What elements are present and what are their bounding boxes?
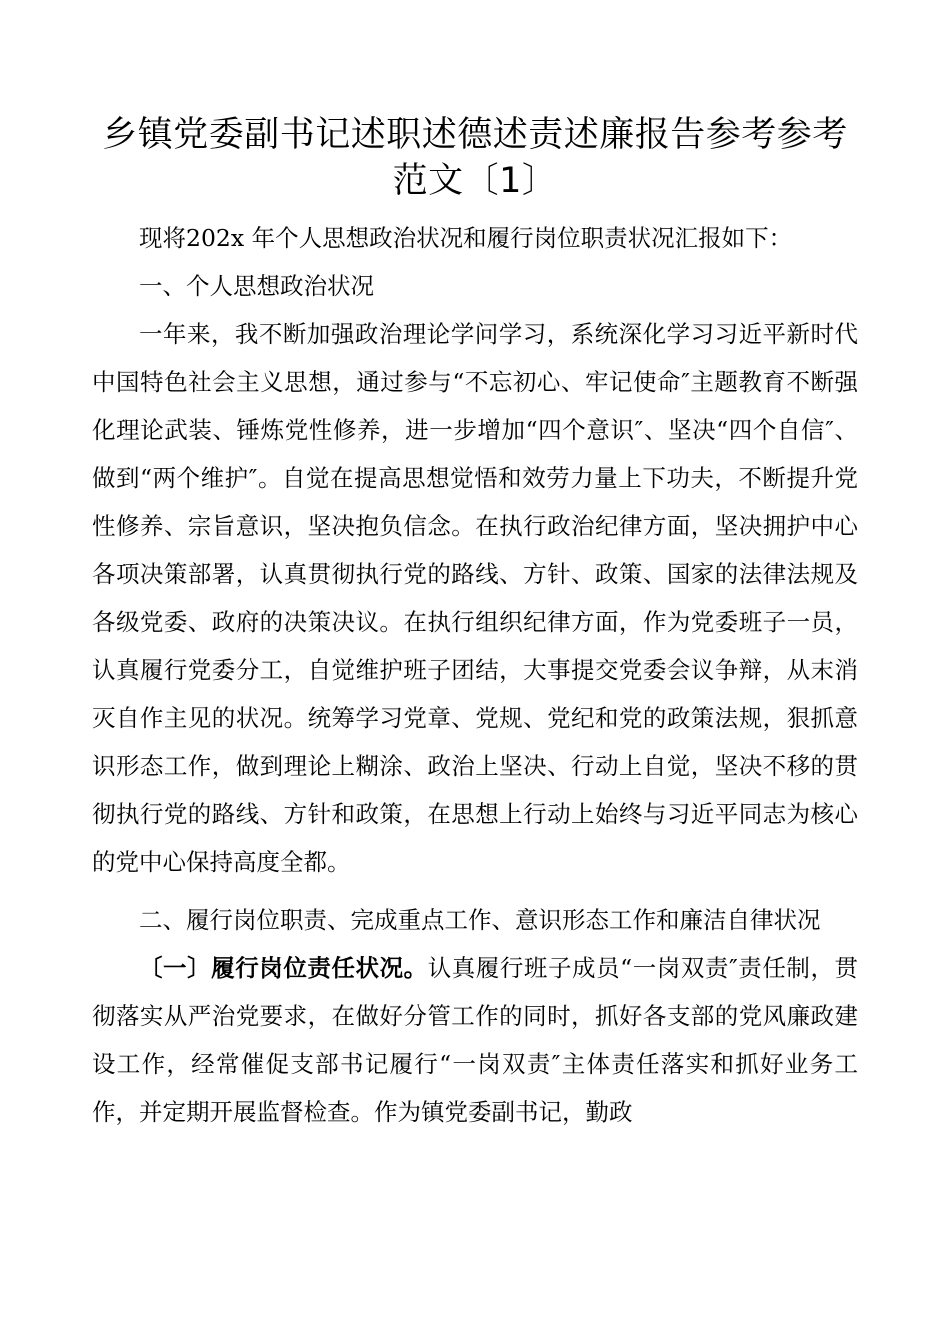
title-line-1: 乡镇党委副书记述职述德述责述廉报告参考参考 — [102, 115, 848, 155]
title-line-2: 范文〔1〕 — [392, 161, 558, 201]
section-1-paragraph: 一年来，我不断加强政治理论学问学习，系统深化学习习近平新时代中国特色社会主义思想，通过参与“不忘初心、牢记使命″主题教育不断强化理论武装、锤炼党性修养，进一步增加“四个意识″、坚决“四个自信″、做到“两个维护″。自觉在提高思想觉悟和效劳力量上下功夫，不断提升党性修养、宗旨意识，坚决抱负信念。在执行政治纪律方面，坚决拥护中心各项决策部署，认真贯彻执行党的路线、方针、政策、国家的法律法规及各级党委、政府的决策决议。在执行组织纪律方面，作为党委班子一员，认真履行党委分工，自觉维护班子团结，大事提交党委会议争辩，从末消灭自作主见的状况。统筹学习党章、党规、党纪和党的政策法规，狠抓意识形态工作，做到理论上糊涂、政治上坚决、行动上自觉，坚决不移的贯彻执行党的路线、方针和政策，在思想上行动上始终与习近平同志为核心的党中心保持高度全都。 — [92, 320, 858, 876]
document-page — [92, 112, 858, 1136]
section-1-heading: 一、个人思想政治状况 — [139, 272, 374, 300]
subsection-1-text: 认真履行班子成员“一岗双责″责任制，贯彻落实从严治党要求，在做好分管工作的同时，抓好各支部的党风廉政建设工作，经常催促支部书记履行“一岗双责″主体责任落实和抓好业务工作，并定期开展监督检查。作为镇党委副书记，勤政 — [92, 954, 859, 1126]
section-2-heading: 二、履行岗位职责、完成重点工作、意识形态工作和廉洁自律状况 — [139, 906, 821, 934]
intro-paragraph: 现将202x 年个人思想政治状况和履行岗位职责状况汇报如下： — [139, 224, 793, 252]
section-2-subsection-1 — [92, 944, 858, 1136]
subsection-1-lead: 〔一〕履行岗位责任状况。 — [139, 954, 428, 982]
document-title — [92, 112, 858, 204]
